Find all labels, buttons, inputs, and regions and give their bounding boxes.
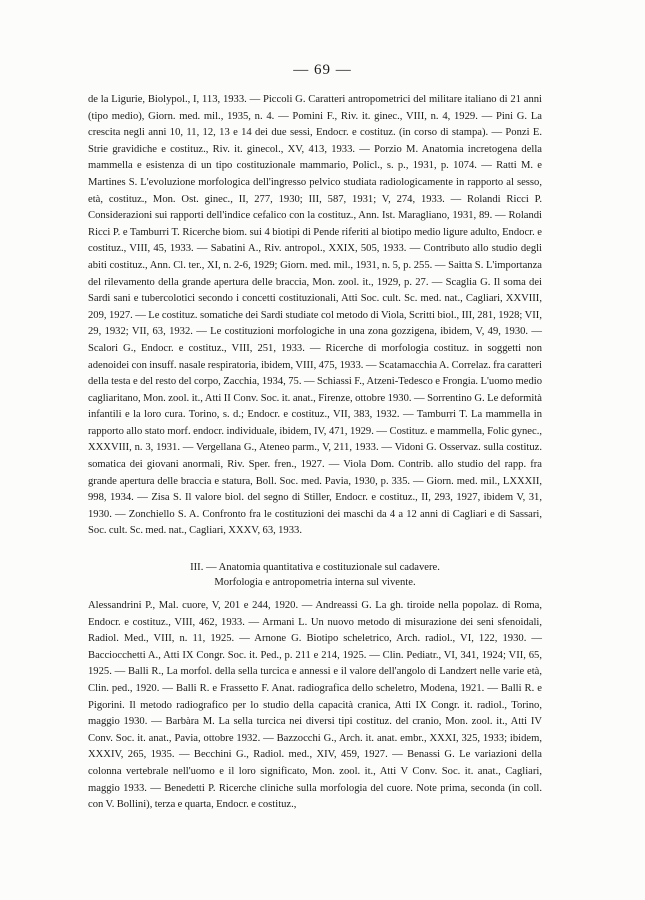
page-number: — 69 — <box>293 62 352 78</box>
section-heading: III. — Anatomia quantitativa e costituzionale sul cadavere. <box>190 562 440 573</box>
bibliography-block-1: de la Ligurie, Biolypol., I, 113, 1933. — Piccoli G. Caratteri antropometrici del militare italiano di 21 anni (tipo medio), Giorn. med. mil., 1935, n. 4. — Pomini F., Riv. it. ginec., VIII, n. 4, 1929. — Pini G. La crescita negli anni 10, 11, 12, 13 e 14 dei due sessi, Endocr. e costituz. (in corso di stampa). — Ponzi E. Strie gravidiche e costituz., Riv. it. ginecol., XV, 413, 1933. — Porzio M. Anatomia incretogena della mammella e esistenza di un tipo costituzionale mammario, Policl., s. p., 1931, p. 1074. — Ratti M. e Martines S. L'evoluzione morfologica dell'ingresso pelvico studiata radiologicamente in rapporto al sesso, età, costituz., Mon. Ost. ginec., II, 277, 1930; III, 587, 1931; V, 274, 1933. — Rolandi Ricci P. Considerazioni sui rapporti dell'indice cefalico con la costituz., Ann. Ist. Maragliano, 1931, 89. — Rolandi Ricci P. e Tamburri T. Ricerche biom. sui 4 biotipi di Pende riferiti al biotipo medio ligure adulto, Endocr. e costituz., VIII, 45, 1933. — Sabatini A., Riv. antropol., XXIX, 505, 1933. — Contributo allo studio degli abiti costituz., Ann. Cl. ter., XI, n. 2-6, 1929; Giorn. med. mil., 1931, n. 5, p. 255. — Saitta S. L'importanza del rilevamento della grande apertura delle braccia, Mon. zool. it., 1929, p. 27. — Scaglia G. Il soma dei Sardi sani e tubercolotici secondo i concetti costituzionali, Atti Soc. cult. Sc. med. nat., Cagliari, XXVIII, 209, 1927. — Le costituz. somatiche dei Sardi studiate col metodo di Viola, Scritti biol., III, 281, 1928; VII, 29, 1932; VII, 63, 1932. — Le costituzioni morfologiche in una zona gozzigena, ibidem, V, 49, 1930. — Scalori G., Endocr. e costituz., VIII, 251, 1933. — Ricerche di morfologia costituz. in soggetti non adenoidei con insuff. nasale respiratoria, ibidem, VIII, 475, 1933. — Scatamacchia A. Correlaz. fra caratteri della testa e del resto del corpo, Zacchia, 1934, 75. — Schiassi F., Atzeni-Tedesco e Frongia. L'uomo medio cagliaritano, Mon. zool. it., Atti II Conv. Soc. it. anat., Firenze, ottobre 1930. — Sorrentino G. Le deformità infantili e la loro cura. Torino, s. d.; Endocr. e costituz., VII, 383, 1932. — Tamburri T. La mammella in rapporto allo stato morf. endocr. individuale, ibidem, IV, 471, 1929. — Costituz. e mammella, Folic gynec., XXXVIII, n. 3, 1931. — Vergellana G., Ateneo parm., V, 211, 1933. — Vidoni G. Osservaz. sulla costituz. somatica dei giovani anormali, Riv. Sper. fren., 1927. — Viola Dom. Contrib. allo studio del rapp. fra grande apertura delle braccia e statura, Boll. Soc. med. Pavia, 1930, p. 335. — Giorn. med. mil., LXXXII, 998, 1934. — Zisa S. Il valore biol. del segno di Stiller, Endocr. e costituz., II, 293, 1927, ibidem V, 31, 1930. — Zonchiello S. A. Confronto fra le costituzioni dei maschi da 4 a 12 anni di Cagliari e di Sassari, Soc. cult. Sc. med. nat., Cagliari, XXXV, 63, 1933. <box>88 94 542 537</box>
section-subheading: Morfologia e antropometria interna sul vivente. <box>214 577 416 588</box>
bibliography-block-2: Alessandrini P., Mal. cuore, V, 201 e 244, 1920. — Andreassi G. La gh. tiroide nella popolaz. di Roma, Endocr. e costituz., VIII, 462, 1933. — Armani L. Un nuovo metodo di misurazione dei seni sfenoidali, Radiol. Med., VIII, n. 11, 1925. — Arnone G. Biotipo scheletrico, Arch. radiol., VI, 122, 1930. — Bacciocchetti A., Atti IX Congr. Soc. it. Ped., p. 211 e 214, 1925. — Clin. Pediatr., VI, 341, 1924; VII, 65, 1925. — Balli R., La morfol. della sella turcica e annessi e il valore dell'angolo di Landzert nelle varie età, Clin. ped., 1920. — Balli R. e Frassetto F. Anat. radiografica dello scheletro, Modena, 1921. — Balli R. e Pigorini. Il metodo radiografico per lo studio della capacità cranica, Atti IX Congr. it. radiol., Torino, maggio 1930. — Barbàra M. La sella turcica nei diversi tipi costituz. del cranio, Mon. zool. it., Atti IV Conv. Soc. it. anat., Pavia, ottobre 1932. — Bazzocchi G., Arch. it. anat. embr., XXXI, 325, 1933; ibidem, XXXIV, 265, 1935. — Becchini G., Radiol. med., XIV, 459, 1927. — Benassi G. Le variazioni della colonna vertebrale nell'uomo e il loro significato, Mon. zool. it., Atti V Conv. Soc. it. anat., Cagliari, maggio 1933. — Benedetti P. Ricerche cliniche sulla morfologia del cuore. Note prima, seconda (in coll. con V. Bollini), terza e quarta, Endocr. e costituz., <box>88 600 542 811</box>
